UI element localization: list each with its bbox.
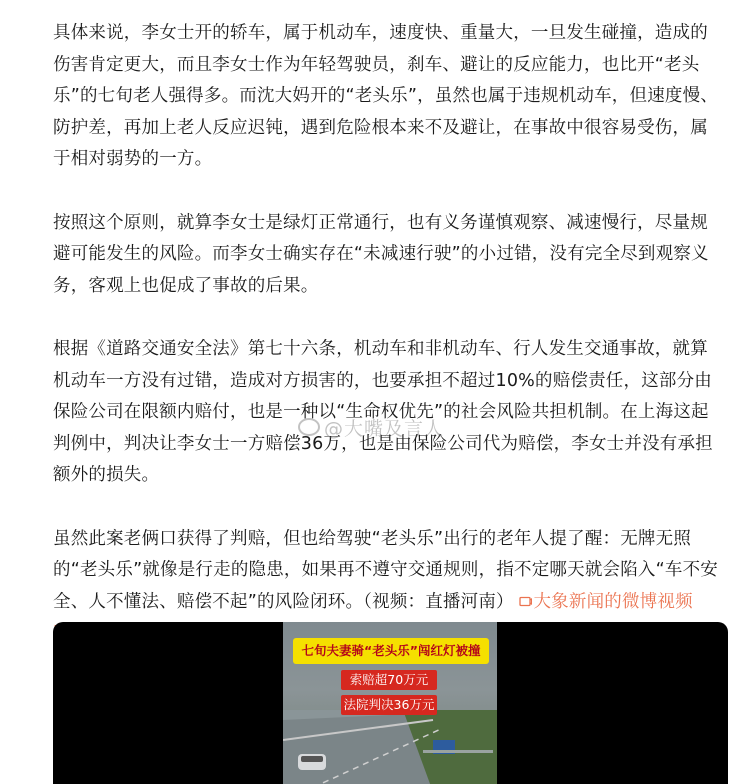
video-tag-judgment: 法院判决36万元 xyxy=(341,695,437,715)
video-player[interactable] xyxy=(53,622,728,784)
article-paragraph-4-text: 虽然此案老俩口获得了判赔，但也给驾驶“老头乐”出行的老年人提了醒：无牌无照的“老头乐”就像是行走的隐患，如果再不遵守交通规则，指不定哪天就会陷入“车不安全、人不懂法、赔偿不起”的风险闭环。（视频：直播河南） xyxy=(53,528,718,612)
video-thumbnail xyxy=(283,622,497,784)
article-paragraph-1: 具体来说，李女士开的轿车，属于机动车，速度快、重量大，一旦发生碰撞，造成的伤害肯定更大，而且李女士作为年轻驾驶员，刹车、避让的反应能力，也比开“老头乐”的七旬老人强得多。而沈大妈开的“老头乐”，虽然也属于违规机动车，但速度慢、防护差，再加上老人反应迟钝，遇到危险根本来不及避让，在事故中很容易受伤，属于相对弱势的一方。 xyxy=(53,23,718,169)
article-paragraph-3: 根据《道路交通安全法》第七十六条，机动车和非机动车、行人发生交通事故，就算机动车一方没有过错，造成对方损害的，也要承担不超过10%的赔偿责任，这部分由保险公司在限额内赔付，也是一种以“生命权优先”的社会风险共担机制。在上海这起判例中，判决让李女士一方赔偿36万，也是由保险公司代为赔偿，李女士并没有承担额外的损失。 xyxy=(53,339,713,485)
article-body xyxy=(53,18,725,682)
video-tag-claim: 索赔超70万元 xyxy=(341,670,437,690)
video-source-link-label: 大象新闻的微博视频 xyxy=(533,591,693,612)
road-scene-image xyxy=(283,710,497,784)
article-paragraph-2: 按照这个原则，就算李女士是绿灯正常通行，也有义务谨慎观察、减速慢行，尽量规避可能发生的风险。而李女士确实存在“未减速行驶”的小过错，没有完全尽到观察义务，客观上也促成了事故的后果。 xyxy=(53,212,709,296)
video-source-link[interactable] xyxy=(519,592,692,612)
video-title-banner: 七旬夫妻骑“老头乐”闯红灯被撞 xyxy=(293,638,489,664)
watermark-text: @大嘴及言人 xyxy=(324,418,445,440)
video-icon xyxy=(519,596,532,608)
